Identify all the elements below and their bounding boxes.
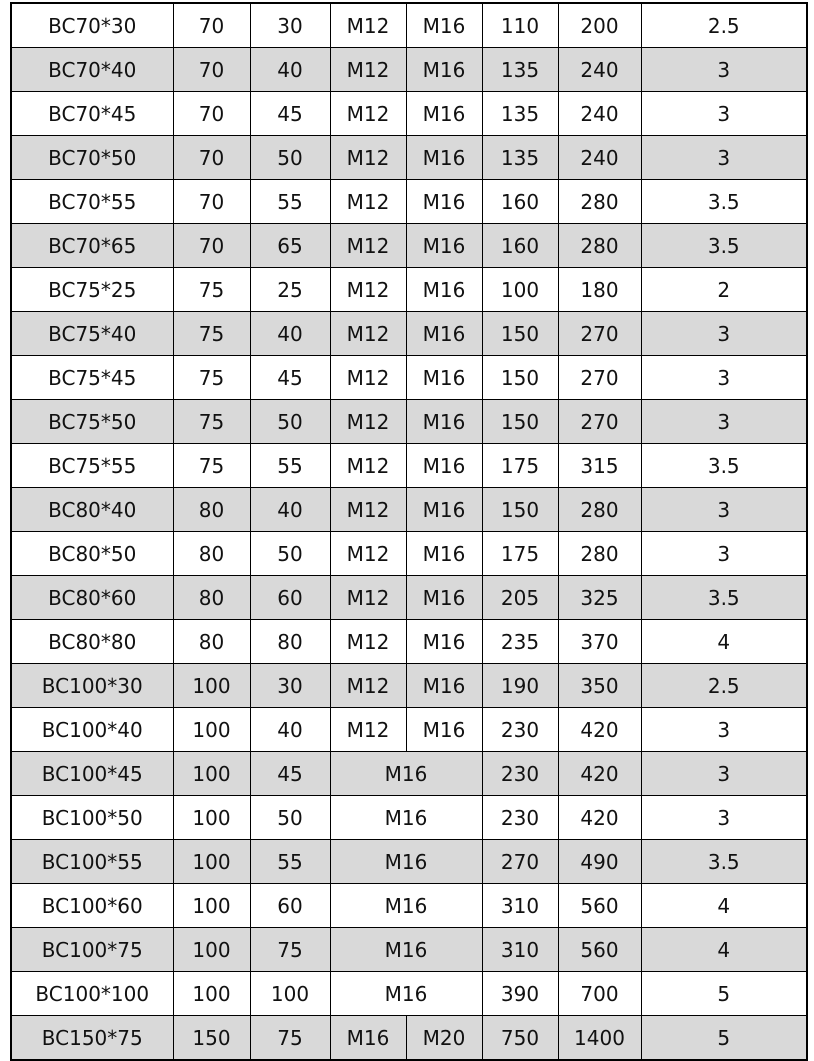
value-d-cell: 180 (558, 268, 641, 312)
value-d-cell: 560 (558, 928, 641, 972)
value-c-cell: 175 (482, 444, 558, 488)
value-d-cell: 240 (558, 92, 641, 136)
table-row (11, 1016, 807, 1061)
dimension-b-cell: 40 (250, 708, 330, 752)
table-row (11, 488, 807, 532)
value-d-cell: 270 (558, 312, 641, 356)
value-e-cell: 2.5 (641, 3, 807, 48)
table-row (11, 840, 807, 884)
value-e-cell: 5 (641, 972, 807, 1016)
value-e-cell: 3 (641, 92, 807, 136)
bolt-1-cell: M12 (330, 224, 406, 268)
value-c-cell: 230 (482, 708, 558, 752)
model-cell: BC100*45 (11, 752, 173, 796)
dimension-b-cell: 75 (250, 928, 330, 972)
dimension-b-cell: 30 (250, 664, 330, 708)
dimension-a-cell: 70 (173, 48, 250, 92)
value-d-cell: 325 (558, 576, 641, 620)
bolt-cell: M16 (330, 752, 482, 796)
bolt-1-cell: M12 (330, 268, 406, 312)
value-c-cell: 750 (482, 1016, 558, 1061)
model-cell: BC70*30 (11, 3, 173, 48)
value-c-cell: 150 (482, 400, 558, 444)
dimension-a-cell: 80 (173, 576, 250, 620)
bolt-1-cell: M12 (330, 180, 406, 224)
model-cell: BC100*30 (11, 664, 173, 708)
model-cell: BC100*75 (11, 928, 173, 972)
dimension-a-cell: 70 (173, 3, 250, 48)
dimension-b-cell: 50 (250, 532, 330, 576)
table-body (11, 3, 807, 1060)
table-row (11, 928, 807, 972)
dimension-a-cell: 100 (173, 752, 250, 796)
value-e-cell: 3 (641, 136, 807, 180)
bolt-2-cell: M16 (406, 620, 482, 664)
value-d-cell: 200 (558, 3, 641, 48)
dimension-b-cell: 55 (250, 444, 330, 488)
table-row (11, 664, 807, 708)
dimension-a-cell: 75 (173, 312, 250, 356)
dimension-a-cell: 100 (173, 972, 250, 1016)
value-c-cell: 150 (482, 356, 558, 400)
bolt-1-cell: M12 (330, 48, 406, 92)
bolt-2-cell: M16 (406, 356, 482, 400)
dimension-b-cell: 30 (250, 3, 330, 48)
value-e-cell: 3.5 (641, 224, 807, 268)
value-d-cell: 370 (558, 620, 641, 664)
bolt-1-cell: M12 (330, 356, 406, 400)
bolt-cell: M16 (330, 928, 482, 972)
value-c-cell: 310 (482, 928, 558, 972)
table-row (11, 136, 807, 180)
dimension-a-cell: 100 (173, 928, 250, 972)
table-row (11, 620, 807, 664)
model-cell: BC80*60 (11, 576, 173, 620)
value-d-cell: 420 (558, 796, 641, 840)
value-c-cell: 175 (482, 532, 558, 576)
value-c-cell: 190 (482, 664, 558, 708)
bolt-2-cell: M16 (406, 576, 482, 620)
table-row (11, 796, 807, 840)
model-cell: BC100*50 (11, 796, 173, 840)
table-row (11, 708, 807, 752)
value-c-cell: 160 (482, 224, 558, 268)
dimension-b-cell: 45 (250, 752, 330, 796)
bolt-1-cell: M12 (330, 576, 406, 620)
table-row (11, 356, 807, 400)
dimension-a-cell: 80 (173, 620, 250, 664)
dimension-a-cell: 75 (173, 400, 250, 444)
bolt-2-cell: M16 (406, 48, 482, 92)
dimension-b-cell: 50 (250, 136, 330, 180)
bolt-cell: M16 (330, 884, 482, 928)
value-c-cell: 270 (482, 840, 558, 884)
bolt-1-cell: M12 (330, 136, 406, 180)
table-row (11, 180, 807, 224)
value-e-cell: 3 (641, 48, 807, 92)
dimension-b-cell: 40 (250, 488, 330, 532)
value-e-cell: 5 (641, 1016, 807, 1061)
table-row (11, 268, 807, 312)
dimension-a-cell: 80 (173, 532, 250, 576)
model-cell: BC70*40 (11, 48, 173, 92)
bolt-1-cell: M12 (330, 444, 406, 488)
model-cell: BC80*40 (11, 488, 173, 532)
value-d-cell: 280 (558, 224, 641, 268)
bolt-2-cell: M16 (406, 708, 482, 752)
dimension-a-cell: 100 (173, 884, 250, 928)
value-d-cell: 270 (558, 400, 641, 444)
value-e-cell: 2 (641, 268, 807, 312)
model-cell: BC100*100 (11, 972, 173, 1016)
dimension-b-cell: 50 (250, 400, 330, 444)
model-cell: BC75*55 (11, 444, 173, 488)
dimension-a-cell: 70 (173, 136, 250, 180)
value-d-cell: 315 (558, 444, 641, 488)
dimension-a-cell: 75 (173, 268, 250, 312)
dimension-b-cell: 60 (250, 576, 330, 620)
model-cell: BC80*80 (11, 620, 173, 664)
value-e-cell: 3 (641, 708, 807, 752)
bolt-1-cell: M16 (330, 1016, 406, 1061)
value-d-cell: 240 (558, 136, 641, 180)
table-row (11, 884, 807, 928)
dimension-a-cell: 80 (173, 488, 250, 532)
bolt-2-cell: M16 (406, 180, 482, 224)
bolt-2-cell: M16 (406, 224, 482, 268)
table-row (11, 224, 807, 268)
dimension-a-cell: 150 (173, 1016, 250, 1061)
model-cell: BC70*55 (11, 180, 173, 224)
dimension-b-cell: 40 (250, 312, 330, 356)
value-c-cell: 230 (482, 752, 558, 796)
value-c-cell: 150 (482, 312, 558, 356)
value-c-cell: 135 (482, 136, 558, 180)
value-c-cell: 160 (482, 180, 558, 224)
value-c-cell: 310 (482, 884, 558, 928)
bolt-1-cell: M12 (330, 3, 406, 48)
value-c-cell: 390 (482, 972, 558, 1016)
bolt-2-cell: M16 (406, 400, 482, 444)
value-d-cell: 1400 (558, 1016, 641, 1061)
value-d-cell: 420 (558, 752, 641, 796)
bolt-2-cell: M16 (406, 3, 482, 48)
value-d-cell: 560 (558, 884, 641, 928)
value-d-cell: 420 (558, 708, 641, 752)
bolt-1-cell: M12 (330, 532, 406, 576)
bolt-1-cell: M12 (330, 400, 406, 444)
value-e-cell: 3.5 (641, 576, 807, 620)
dimension-b-cell: 55 (250, 180, 330, 224)
dimension-b-cell: 45 (250, 92, 330, 136)
dimension-b-cell: 60 (250, 884, 330, 928)
model-cell: BC100*60 (11, 884, 173, 928)
table-row (11, 312, 807, 356)
model-cell: BC70*50 (11, 136, 173, 180)
dimension-b-cell: 25 (250, 268, 330, 312)
bolt-1-cell: M12 (330, 312, 406, 356)
bolt-2-cell: M16 (406, 92, 482, 136)
value-e-cell: 4 (641, 928, 807, 972)
value-c-cell: 135 (482, 92, 558, 136)
value-e-cell: 3.5 (641, 444, 807, 488)
bolt-2-cell: M16 (406, 312, 482, 356)
value-d-cell: 490 (558, 840, 641, 884)
value-e-cell: 3.5 (641, 840, 807, 884)
dimension-a-cell: 70 (173, 224, 250, 268)
dimension-a-cell: 70 (173, 180, 250, 224)
table-row (11, 48, 807, 92)
bolt-2-cell: M16 (406, 488, 482, 532)
model-cell: BC75*40 (11, 312, 173, 356)
value-c-cell: 100 (482, 268, 558, 312)
bolt-2-cell: M16 (406, 664, 482, 708)
model-cell: BC80*50 (11, 532, 173, 576)
model-cell: BC100*40 (11, 708, 173, 752)
dimension-a-cell: 70 (173, 92, 250, 136)
bolt-cell: M16 (330, 840, 482, 884)
model-cell: BC100*55 (11, 840, 173, 884)
table-row (11, 576, 807, 620)
dimension-b-cell: 75 (250, 1016, 330, 1061)
dimension-b-cell: 80 (250, 620, 330, 664)
table-row (11, 752, 807, 796)
value-e-cell: 3 (641, 356, 807, 400)
bolt-2-cell: M16 (406, 136, 482, 180)
model-cell: BC150*75 (11, 1016, 173, 1061)
bolt-2-cell: M20 (406, 1016, 482, 1061)
dimension-b-cell: 50 (250, 796, 330, 840)
value-c-cell: 110 (482, 3, 558, 48)
value-d-cell: 280 (558, 532, 641, 576)
table-row (11, 92, 807, 136)
value-e-cell: 3 (641, 796, 807, 840)
bolt-1-cell: M12 (330, 708, 406, 752)
bolt-1-cell: M12 (330, 620, 406, 664)
value-c-cell: 235 (482, 620, 558, 664)
value-e-cell: 2.5 (641, 664, 807, 708)
value-d-cell: 240 (558, 48, 641, 92)
value-e-cell: 3 (641, 312, 807, 356)
bolt-2-cell: M16 (406, 268, 482, 312)
bolt-1-cell: M12 (330, 92, 406, 136)
table-row (11, 444, 807, 488)
model-cell: BC75*25 (11, 268, 173, 312)
value-e-cell: 3 (641, 752, 807, 796)
dimension-a-cell: 100 (173, 664, 250, 708)
spec-table (10, 2, 808, 1061)
value-c-cell: 150 (482, 488, 558, 532)
bolt-2-cell: M16 (406, 532, 482, 576)
dimension-b-cell: 45 (250, 356, 330, 400)
value-c-cell: 230 (482, 796, 558, 840)
model-cell: BC70*65 (11, 224, 173, 268)
value-e-cell: 4 (641, 620, 807, 664)
table-row (11, 532, 807, 576)
table-row (11, 3, 807, 48)
value-d-cell: 350 (558, 664, 641, 708)
dimension-a-cell: 100 (173, 840, 250, 884)
dimension-b-cell: 55 (250, 840, 330, 884)
bolt-cell: M16 (330, 972, 482, 1016)
value-d-cell: 700 (558, 972, 641, 1016)
dimension-a-cell: 100 (173, 708, 250, 752)
value-d-cell: 280 (558, 488, 641, 532)
bolt-cell: M16 (330, 796, 482, 840)
dimension-b-cell: 100 (250, 972, 330, 1016)
model-cell: BC70*45 (11, 92, 173, 136)
value-d-cell: 270 (558, 356, 641, 400)
dimension-b-cell: 65 (250, 224, 330, 268)
bolt-2-cell: M16 (406, 444, 482, 488)
value-e-cell: 3 (641, 488, 807, 532)
model-cell: BC75*50 (11, 400, 173, 444)
value-e-cell: 3.5 (641, 180, 807, 224)
model-cell: BC75*45 (11, 356, 173, 400)
value-e-cell: 3 (641, 532, 807, 576)
value-e-cell: 3 (641, 400, 807, 444)
bolt-1-cell: M12 (330, 664, 406, 708)
dimension-b-cell: 40 (250, 48, 330, 92)
value-e-cell: 4 (641, 884, 807, 928)
value-c-cell: 135 (482, 48, 558, 92)
bolt-1-cell: M12 (330, 488, 406, 532)
dimension-a-cell: 75 (173, 356, 250, 400)
dimension-a-cell: 100 (173, 796, 250, 840)
dimension-a-cell: 75 (173, 444, 250, 488)
value-d-cell: 280 (558, 180, 641, 224)
table-row (11, 972, 807, 1016)
value-c-cell: 205 (482, 576, 558, 620)
table-row (11, 400, 807, 444)
